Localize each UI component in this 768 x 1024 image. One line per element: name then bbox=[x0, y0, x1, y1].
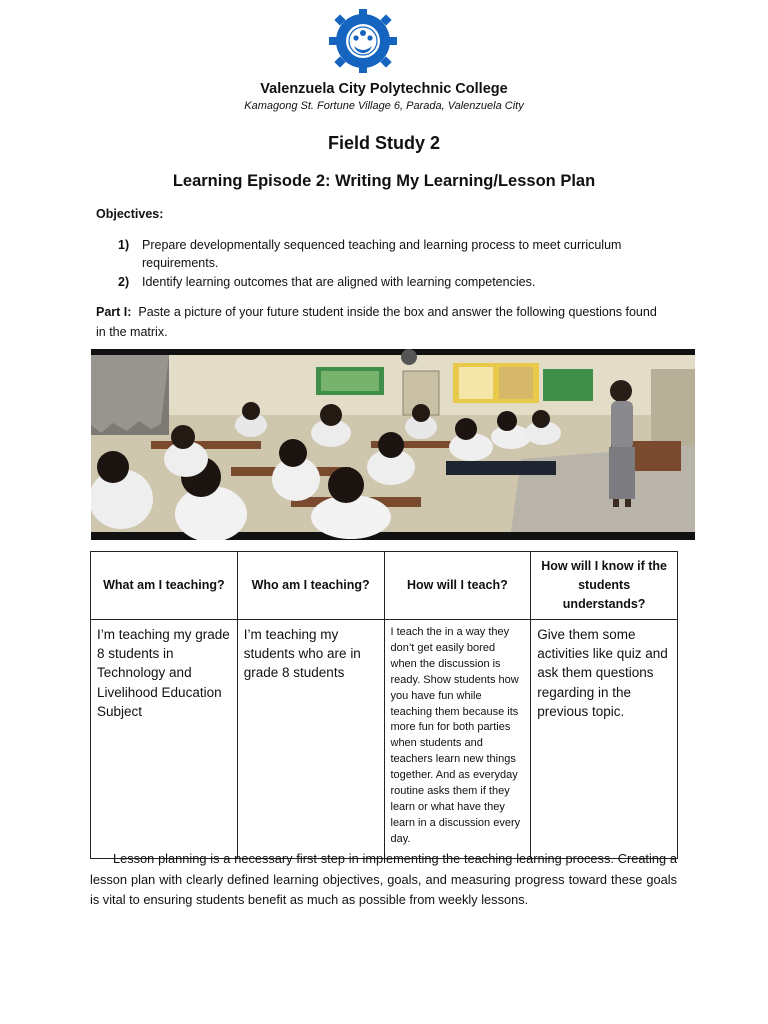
table-header-row bbox=[91, 552, 678, 620]
college-seal-logo bbox=[323, 8, 403, 74]
objective-item bbox=[118, 236, 658, 272]
lesson-matrix-table bbox=[90, 551, 678, 859]
part-one-instructions bbox=[96, 302, 668, 342]
classroom-photo bbox=[91, 349, 695, 540]
part-one-label: Part I: bbox=[96, 305, 132, 319]
matrix-header-how: How will I teach? bbox=[384, 552, 531, 620]
college-name: Valenzuela City Polytechnic College bbox=[260, 81, 508, 97]
field-study-title: Field Study 2 bbox=[327, 133, 441, 153]
objective-item bbox=[118, 273, 658, 291]
matrix-cell-how: I teach the in a way they don’t get easily bored when the discussion is ready. Show students how you have fun while teaching them because its more fun for both parties when students and teachers learn new things together. And as everyday routine asks them if they learn or what have they learn in a discussion every day. bbox=[384, 620, 531, 859]
matrix-header-know: How will I know if the students understands? bbox=[531, 552, 678, 620]
objective-number: 1) bbox=[118, 238, 130, 252]
matrix-cell-who: I’m teaching my students who are in grade 8 students bbox=[237, 620, 384, 859]
objective-text: Prepare developmentally sequenced teaching and learning process to meet curriculum requirements. bbox=[142, 238, 622, 270]
table-row bbox=[91, 620, 678, 859]
matrix-header-who: Who am I teaching? bbox=[237, 552, 384, 620]
lesson-planning-paragraph: Lesson planning is a necessary first step in implementing the teaching learning process. Creating a lesson plan with clearly defined learning objectives, goals, and measuring progress toward these goals is vital to ensuring students benefit as much as possible from weekly lessons. bbox=[90, 851, 677, 908]
objective-number: 2) bbox=[118, 275, 130, 289]
matrix-cell-what: I’m teaching my grade 8 students in Technology and Livelihood Education Subject bbox=[91, 620, 238, 859]
objectives-heading: Objectives: bbox=[96, 207, 164, 221]
part-one-text: Paste a picture of your future student inside the box and answer the following questions found in the matrix. bbox=[96, 305, 657, 339]
matrix-header-what: What am I teaching? bbox=[91, 552, 238, 620]
episode-title: Learning Episode 2: Writing My Learning/Lesson Plan bbox=[172, 172, 596, 190]
college-address: Kamagong St. Fortune Village 6, Parada, Valenzuela City bbox=[244, 100, 524, 112]
matrix-cell-know: Give them some activities like quiz and ask them questions regarding in the previous topic. bbox=[531, 620, 678, 859]
objective-text: Identify learning outcomes that are aligned with learning competencies. bbox=[142, 275, 536, 289]
